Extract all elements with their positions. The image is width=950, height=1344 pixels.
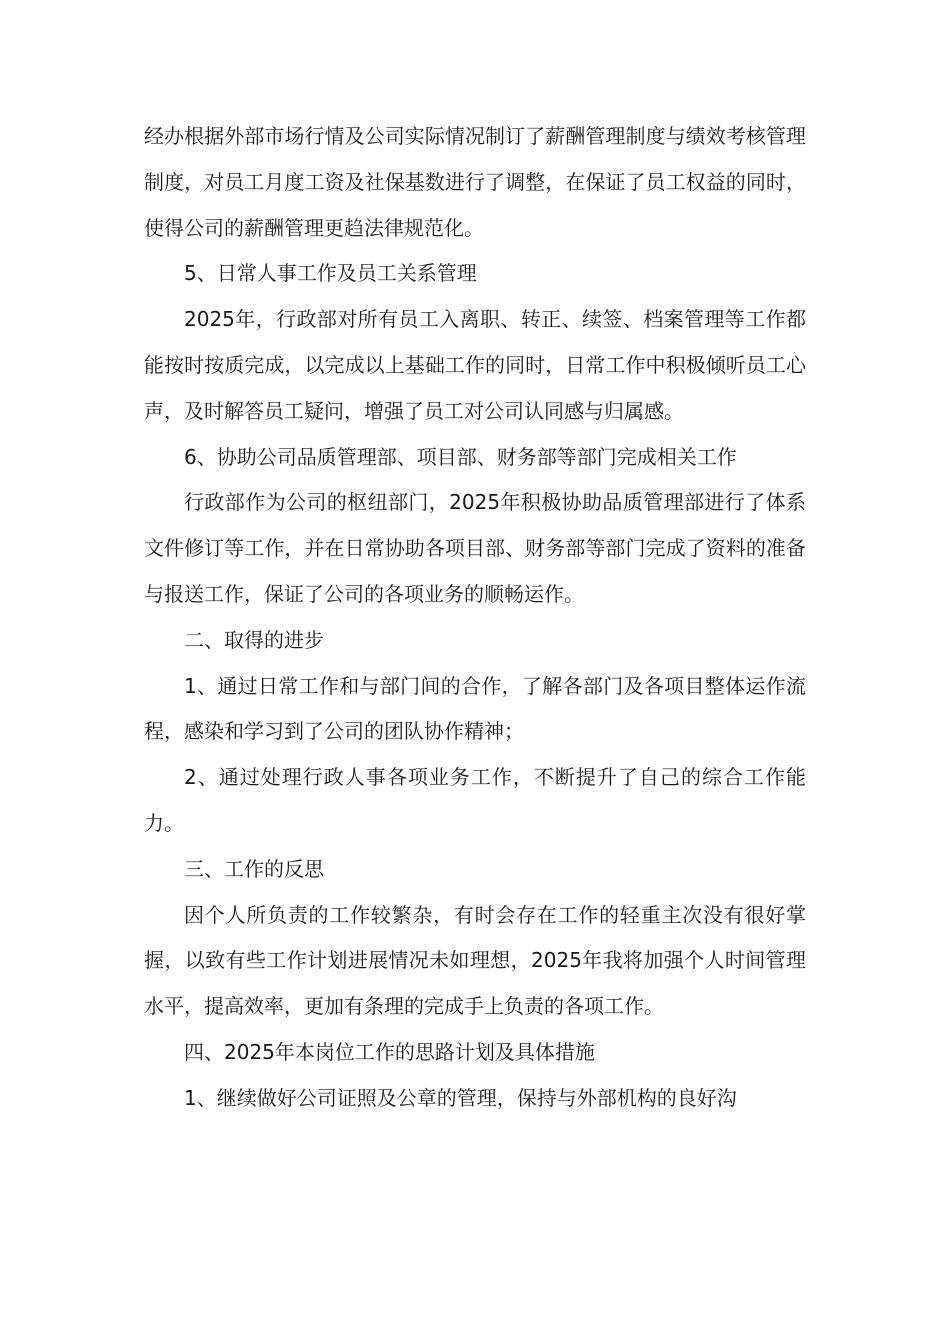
section-heading-hr-relations: 5、日常人事工作及员工关系管理 (184, 261, 477, 286)
list-item-progress-2: 2、通过处理行政人事各项业务工作，不断提升了自己的综合工作能力。 (144, 765, 806, 835)
document-body (144, 114, 806, 1122)
paragraph-hub-department: 行政部作为公司的枢纽部门，2025年积极协助品质管理部进行了体系文件修订等工作，并在日常协助各项目部、财务部等部门完成了资料的准备与报送工作，保证了公司的各项业务的顺畅运作。 (144, 490, 806, 606)
list-item-progress-1: 1、通过日常工作和与部门间的合作，了解各部门及各项目整体运作流程，感染和学习到了公司的团队协作精神； (144, 673, 806, 744)
section-heading-plan: 四、2025年本岗位工作的思路计划及具体措施 (184, 1039, 595, 1064)
section-heading-reflection: 三、工作的反思 (184, 856, 324, 881)
paragraph-salary-management: 经办根据外部市场行情及公司实际情况制订了薪酬管理制度与绩效考核管理制度，对员工月度工资及社保基数进行了调整，在保证了员工权益的同时，使得公司的薪酬管理更趋法律规范化。 (144, 124, 806, 240)
paragraph-reflection: 因个人所负责的工作较繁杂，有时会存在工作的轻重主次没有很好掌握，以致有些工作计划进展情况未如理想，2025年我将加强个人时间管理水平，提高效率，更加有条理的完成手上负责的各项工作。 (144, 902, 806, 1019)
list-item-plan-1: 1、继续做好公司证照及公章的管理，保持与外部机构的良好沟 (184, 1085, 737, 1110)
paragraph-hr-work: 2025年，行政部对所有员工入离职、转正、续签、档案管理等工作都能按时按质完成，以完成以上基础工作的同时，日常工作中积极倾听员工心声，及时解答员工疑问，增强了员工对公司认同感与归属感。 (144, 307, 806, 423)
section-heading-progress: 二、取得的进步 (184, 627, 324, 652)
section-heading-assist-departments: 6、协助公司品质管理部、项目部、财务部等部门完成相关工作 (184, 444, 737, 469)
